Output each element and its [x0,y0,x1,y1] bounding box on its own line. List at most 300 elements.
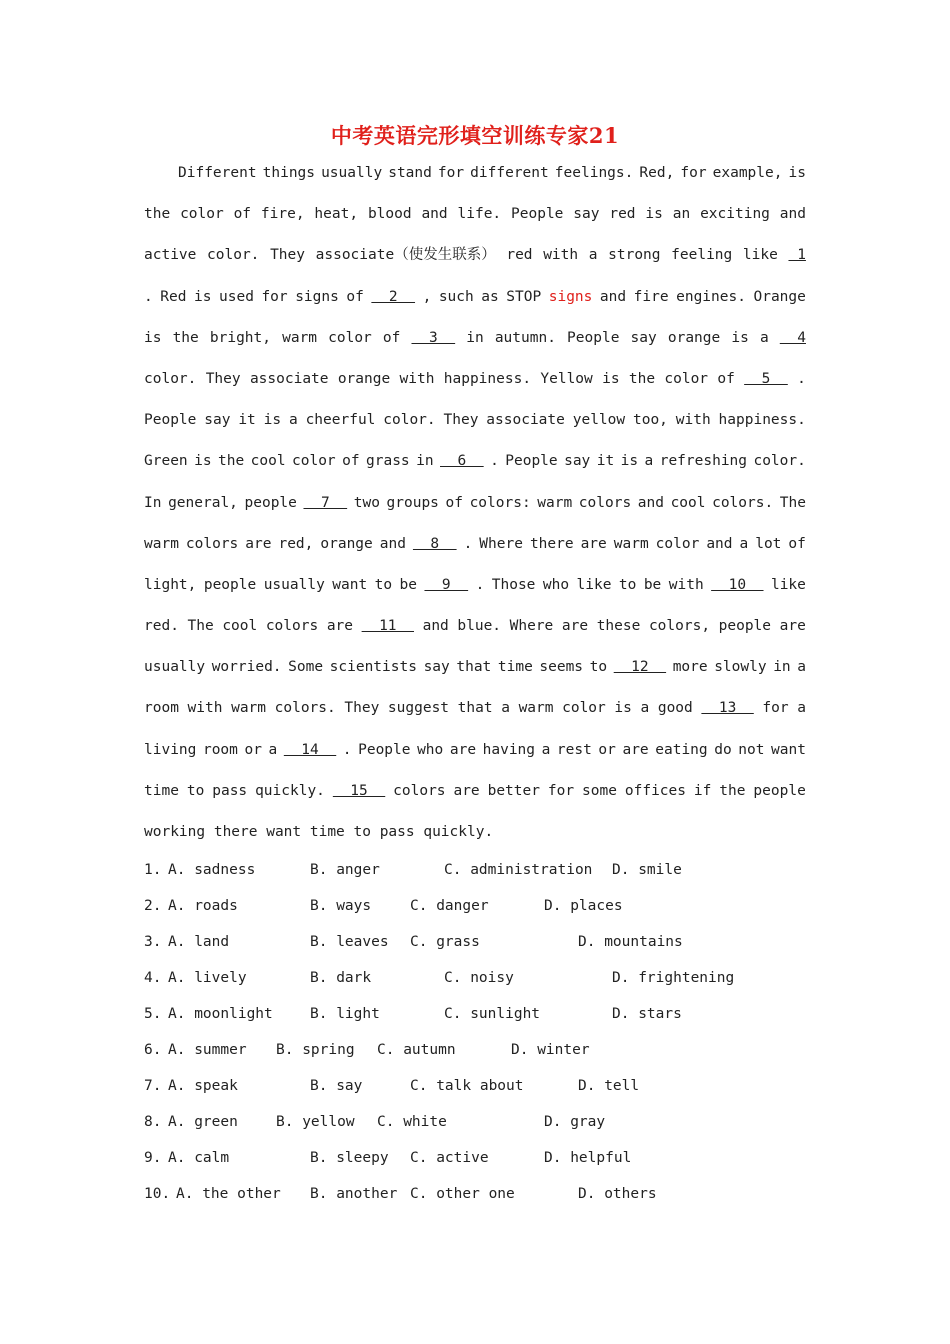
passage-word: color [328,329,372,346]
passage-line [144,693,806,734]
passage-text: working there want time to pass quickly. [144,824,494,840]
passage-word: to [618,576,637,593]
passage-word: with [543,247,579,264]
passage-word: warm [518,700,554,717]
passage-word: People [358,741,411,758]
passage-line [144,199,806,240]
passage-word: is [194,453,212,470]
option-d: D. mountains [578,934,683,950]
blank-6: 6 [440,453,484,470]
blank-2: 2 [371,288,416,305]
option-a: A. land [168,934,230,950]
passage-word: rest [556,741,592,758]
passage-word: if [693,782,712,799]
passage-word: say [573,206,600,223]
passage-line [144,529,806,570]
passage-word: say [204,412,231,429]
passage-word: happiness. [718,412,806,429]
passage-line [144,323,806,364]
passage-word: of [445,494,463,511]
passage-word: like [770,576,806,593]
passage-word: They [344,700,380,717]
passage-line [144,405,806,446]
passage-word: cool [670,494,706,511]
passage-word: some [582,782,617,799]
blank-15: 15 [332,782,386,799]
passage-word: is [620,453,639,470]
passage-word: color [180,206,224,223]
passage-word: be [399,576,418,593]
passage-word: colors. [712,494,774,511]
passage-word: Red, [639,165,675,181]
passage-word: associate [249,370,329,387]
passage-word: example, [712,165,783,181]
passage-word: time [497,659,533,676]
question-number: 9. [144,1150,162,1166]
passage-word: warm [613,535,649,552]
passage-word: as [481,288,499,305]
passage-word: signs [295,288,339,305]
passage-word: colors [578,494,632,511]
passage-word: colors. [274,700,336,717]
passage-word: slowly [714,659,767,676]
passage-word: to [374,576,393,593]
passage-word: Green [144,453,188,470]
passage-word: . [342,741,352,758]
option-a: A. summer [168,1042,247,1058]
passage-word: grass [366,453,410,470]
passage-word: a [739,535,749,552]
passage-word: a [288,412,298,429]
passage-word: life. [457,206,502,223]
passage-word: red [609,206,636,223]
option-d: D. smile [612,862,682,878]
passage-word: Where [479,535,523,552]
passage-word: or [244,741,262,758]
passage-word: People [505,453,558,470]
option-row [144,1107,806,1143]
passage-word: are [779,618,806,635]
blank-12: 12 [613,659,667,676]
option-a: A. lively [168,970,247,986]
passage-word: and [421,206,448,223]
passage-word: color [655,535,700,552]
passage-word: used [219,288,254,305]
passage-word: scientists [329,659,417,676]
passage-word: is [731,329,749,346]
passage-word: want [332,576,368,593]
passage-word: room [144,700,179,717]
passage-word: strong [608,247,661,264]
passage-word: the [628,370,656,387]
passage-word: warm [282,329,318,346]
passage-word: orange [337,370,391,387]
passage-word: color [292,453,336,470]
page-title: 中考英语完形填空训练专家21 [330,123,620,148]
option-row [144,1071,806,1107]
passage-word: be [643,576,662,593]
passage-word: color. [753,453,806,470]
question-number: 10. [144,1186,171,1202]
passage-word: good [657,700,693,717]
passage-word: colors: [469,494,531,511]
option-b: B. yellow [276,1114,355,1130]
passage-word: with [675,412,711,429]
passage-word: The [779,494,806,511]
passage-word: Different [178,165,257,181]
passage-word: autumn. [494,329,556,346]
passage-word: is [614,700,632,717]
passage-word: do [714,741,732,758]
blank-8: 8 [412,535,457,552]
passage-word: red [506,247,533,264]
passage-word: a [797,700,806,717]
passage-word: groups [386,494,439,511]
cloze-passage [144,158,806,858]
passage-word: red. [144,618,179,635]
option-c: C. grass [410,934,480,950]
passage-word: are [245,535,272,552]
passage-word: stand [388,165,432,181]
passage-word: usually [263,576,325,593]
passage-word: The [187,618,214,635]
passage-line [144,488,806,529]
option-a: A. roads [168,898,238,914]
passage-word: and [599,288,627,305]
passage-word: color. [144,370,197,387]
passage-word: feeling [671,247,733,264]
blank-10: 10 [711,576,764,593]
passage-word: . [490,453,499,470]
passage-word: is [645,206,663,223]
option-row [144,963,806,999]
passage-word: eating [655,741,708,758]
passage-line [144,364,806,405]
passage-word: like [742,247,778,264]
option-c: C. active [410,1150,489,1166]
option-d: D. places [544,898,623,914]
question-number: 4. [144,970,162,986]
passage-word: more [672,659,708,676]
passage-word: STOP [506,288,542,305]
passage-word: Red [160,288,187,305]
option-row [144,999,806,1035]
answer-options [144,855,806,1215]
passage-word: blood [367,206,412,223]
passage-word: that [456,659,492,676]
passage-word: Those [491,576,536,593]
passage-word: usually [321,165,383,181]
passage-word: happiness. [443,370,532,387]
blank-14: 14 [283,741,337,758]
passage-word: are [561,618,589,635]
passage-word: to [589,659,608,676]
passage-word: Orange [753,288,806,305]
passage-word: are [326,618,354,635]
passage-word: such [438,288,474,305]
passage-word: people [203,576,257,593]
passage-word: blue. [457,618,502,635]
passage-word: In [144,494,162,511]
passage-word: bright, [209,329,271,346]
passage-word: are [580,535,607,552]
passage-line [144,570,806,611]
passage-word: colors [393,782,446,799]
passage-word: better [487,782,540,799]
passage-word: engines. [676,288,746,305]
passage-word: an [672,206,691,223]
option-c: C. other one [410,1186,515,1202]
question-number: 3. [144,934,162,950]
passage-word: general, [168,494,238,511]
passage-word: exciting [700,206,770,223]
passage-word: color [664,370,709,387]
passage-word: of [346,288,364,305]
passage-word: They [270,247,305,264]
passage-word: and [706,535,733,552]
passage-word: warm [144,535,179,552]
passage-word: People [144,412,197,429]
passage-word: a [541,741,551,758]
passage-word: worried. [211,659,282,676]
option-c: C. autumn [377,1042,456,1058]
passage-word: Where [509,618,554,635]
passage-word: fire [633,288,669,305]
highlighted-word: signs [548,288,593,305]
passage-word: People [511,206,564,223]
passage-word: heat, [314,206,359,223]
passage-word: cool [250,453,286,470]
option-a: A. green [168,1114,238,1130]
passage-word: living [144,741,197,758]
question-number: 8. [144,1114,162,1130]
passage-line [144,776,806,817]
passage-word: a [588,247,598,264]
option-c: C. administration [444,862,593,878]
passage-word: the [719,782,746,799]
passage-word: say [423,659,450,676]
passage-word: They [443,412,479,429]
passage-word: of [233,206,252,223]
passage-word: too, [632,412,668,429]
passage-word: a [644,453,654,470]
option-b: B. anger [310,862,380,878]
option-row [144,1179,806,1215]
passage-word: in [773,659,791,676]
option-a: A. speak [168,1078,238,1094]
passage-word: usually [144,659,206,676]
passage-word: or [598,741,616,758]
passage-word: of [788,535,806,552]
option-c: C. talk about [410,1078,524,1094]
passage-word: fire, [260,206,305,223]
option-b: B. light [310,1006,380,1022]
passage-word: red, [278,535,314,552]
passage-word: pass [212,782,248,799]
passage-word: active [144,247,197,264]
passage-line [144,611,806,652]
question-number: 6. [144,1042,162,1058]
passage-word: for [680,165,707,181]
option-c: C. noisy [444,970,514,986]
passage-word: offices [624,782,686,799]
option-row [144,1143,806,1179]
option-c: C. danger [410,898,489,914]
option-a: A. moonlight [168,1006,273,1022]
option-row [144,927,806,963]
option-row [144,855,806,891]
passage-word: a [640,700,650,717]
passage-word: not [738,741,765,758]
blank-1: 1 [788,247,806,264]
passage-word: associate [486,412,565,429]
passage-word: suggest [387,700,450,717]
passage-word: for [547,782,575,799]
passage-word: to [186,782,205,799]
passage-line [144,240,806,281]
passage-word: there [529,535,574,552]
passage-word: that [457,700,493,717]
passage-line [144,652,806,693]
passage-word: color [562,700,606,717]
option-a: A. sadness [168,862,256,878]
passage-word: associate（使发生联系） [315,247,496,264]
option-a: A. calm [168,1150,230,1166]
passage-word: warm [231,700,267,717]
passage-word: in [466,329,484,346]
passage-word: for [437,165,465,181]
option-c: C. sunlight [444,1006,541,1022]
passage-word: seems [539,659,584,676]
passage-word: a [759,329,769,346]
passage-word: people [753,782,806,799]
passage-word: the [218,453,245,470]
passage-word: and [637,494,664,511]
option-a: A. the other [176,1186,281,1202]
passage-line [144,158,806,199]
passage-word: are [622,741,649,758]
passage-word: who [542,576,570,593]
passage-word: is [602,370,620,387]
passage-word: like [576,576,612,593]
passage-line [144,735,806,776]
blank-4: 4 [779,329,806,346]
option-d: D. frightening [612,970,735,986]
blank-11: 11 [361,618,414,635]
option-d: D. others [578,1186,657,1202]
passage-word: . [463,535,473,552]
question-number: 2. [144,898,162,914]
passage-word: time [144,782,179,799]
passage-word: for [762,700,789,717]
passage-word: a [268,741,278,758]
blank-9: 9 [424,576,469,593]
passage-word: and [379,535,406,552]
passage-word: color. [383,412,436,429]
passage-word: are [449,741,477,758]
passage-word: . [144,288,153,305]
option-b: B. leaves [310,934,389,950]
passage-word: is [263,412,282,429]
passage-word: Yellow [540,370,593,387]
passage-word: are [453,782,480,799]
option-d: D. gray [544,1114,606,1130]
option-d: D. stars [612,1006,682,1022]
passage-word: things [262,165,316,181]
passage-word: light, [144,576,197,593]
passage-line [144,446,806,487]
option-d: D. tell [578,1078,640,1094]
passage-word: of [342,453,360,470]
question-number: 5. [144,1006,162,1022]
option-row [144,1035,806,1071]
question-number: 1. [144,862,162,878]
option-row [144,891,806,927]
option-b: B. dark [310,970,372,986]
passage-word: two [353,494,380,511]
passage-word: it [596,453,615,470]
passage-word: who [417,741,444,758]
passage-word: People [567,329,620,346]
passage-word: having [482,741,536,758]
passage-word: lot [755,535,782,552]
passage-word: want [771,741,806,758]
passage-word: of [717,370,735,387]
blank-7: 7 [303,494,348,511]
passage-word: people [718,618,772,635]
passage-word: for [261,288,288,305]
passage-word: with [668,576,704,593]
passage-word: colors, [648,618,711,635]
passage-word: is [144,329,162,346]
passage-line [144,282,806,323]
passage-word: colors [185,535,239,552]
passage-word: it [238,412,256,429]
blank-13: 13 [701,700,754,717]
option-b: B. sleepy [310,1150,389,1166]
passage-word: these [596,618,641,635]
passage-word: and [422,618,449,635]
question-number: 7. [144,1078,162,1094]
option-b: B. spring [276,1042,355,1058]
passage-word: is [194,288,212,305]
passage-word: the [144,206,171,223]
passage-word: orange [320,535,373,552]
passage-word: and [779,206,806,223]
passage-word: say [564,453,591,470]
passage-line [144,817,806,858]
passage-word: different [470,165,549,181]
passage-word: say [630,329,657,346]
passage-word: Some [288,659,324,676]
option-b: B. another [310,1186,398,1202]
passage-word: color. [207,247,260,264]
option-c: C. white [377,1114,447,1130]
blank-3: 3 [411,329,456,346]
passage-word: people [244,494,297,511]
option-d: D. winter [511,1042,590,1058]
passage-word: cool [222,618,258,635]
passage-word: with [399,370,435,387]
passage-word: cheerful [305,412,376,429]
passage-word: yellow [572,412,626,429]
passage-word: warm [537,494,573,511]
passage-word: the [172,329,199,346]
passage-word: , [422,288,432,305]
passage-word: a [501,700,510,717]
passage-word: of [382,329,401,346]
passage-word: They [205,370,241,387]
